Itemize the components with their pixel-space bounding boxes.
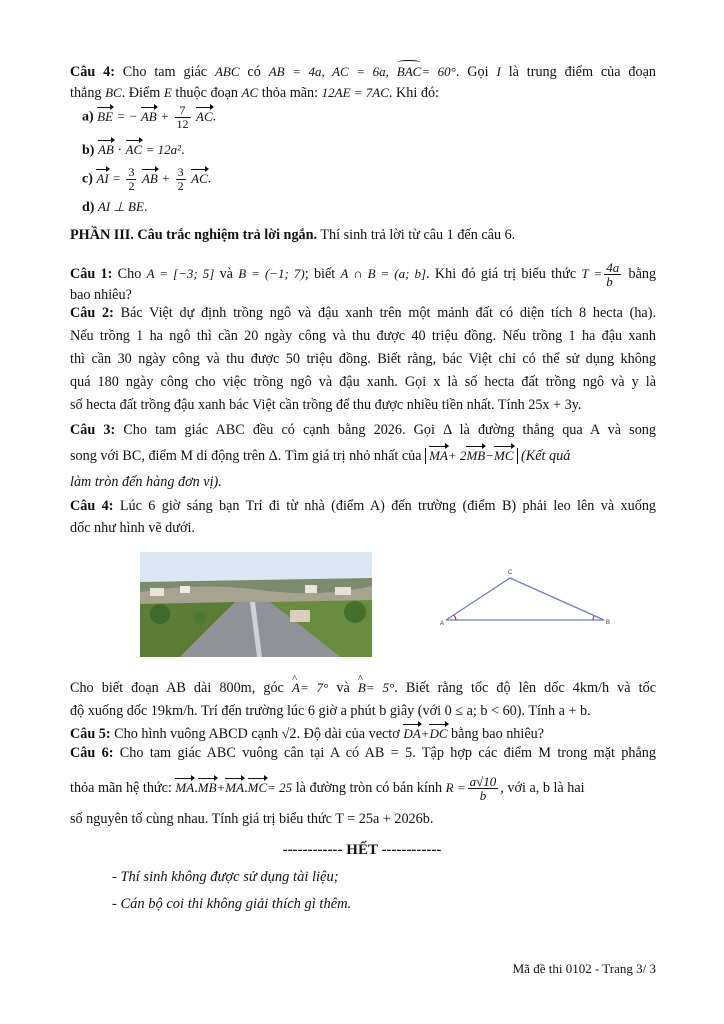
- p2-q4-option-c: c) AI = $\frac{3}{2}$ AB + $\frac{3}{2}$ AC.: [82, 165, 212, 193]
- q4-line1: Câu 4: Lúc 6 giờ sáng bạn Trí đi từ nhà (điểm A) đến trường (điểm B) phải leo lên và xuống: [70, 498, 657, 514]
- p2-q4-option-d: d) AI ⊥ BE.: [82, 199, 148, 215]
- q2-line3: thì cần 30 ngày công và thu được 50 triệu đồng. Biết rằng, bác Việt chỉ có thể sử dụng không: [70, 351, 656, 367]
- q2-line5: số hecta đất trồng đậu xanh bác Việt cần trồng để thu được nhiều tiền nhất. Tính 25x + 3y.: [70, 397, 582, 413]
- p2-q4-option-a: a) BE = − AB + $\frac{7}{12}$ AC.: [82, 103, 217, 131]
- q6-line2: thỏa mãn hệ thức: MA.MB+MA.MC= 25 là đường tròn có bán kính R = $\frac{a√10}{b}$ , với a, b là hai: [70, 774, 585, 803]
- end-mark: ------------ HẾT ------------: [282, 842, 442, 858]
- q6-line1: Câu 6: Cho tam giác ABC vuông cân tại A có AB = 5. Tập hợp các điểm M trong mặt phẳng: [70, 745, 656, 761]
- p2-q4-option-b: b) AB · AC = 12a².: [82, 142, 185, 158]
- q1-line1: Câu 1: Cho A = [−3; 5] và B = (−1; 7); biết A ∩ B = (a; b]. Khi đó giá trị biểu thức T = $\frac{4a}{b}$ bằng: [70, 260, 657, 289]
- q3-line2: song với BC, điểm M di động trên Δ. Tìm giá trị nhỏ nhất của MA+ 2MB−MC (Kết quả: [70, 448, 571, 464]
- fig-label-b: B: [606, 620, 611, 626]
- q4-line3: Cho biết đoạn AB dài 800m, góc ^ A= 7° và ^ B= 5°. Biết rằng tốc độ lên dốc 4km/h và tốc: [70, 679, 656, 697]
- page-footer: Mã đề thi 0102 - Trang 3/ 3: [512, 961, 656, 976]
- q2-line1: Câu 2: Bác Việt dự định trồng ngô và đậu xanh trên một mảnh đất có diện tích 8 hecta (ha).: [70, 305, 657, 321]
- q5-line: Câu 5: Cho hình vuông ABCD cạnh √2. Độ dài của vectơ DA+DC bằng bao nhiêu?: [70, 726, 545, 742]
- q2-line2: Nếu trồng 1 ha ngô thì cần 20 ngày công và thu được 40 triệu đồng. Nếu trồng 1 ha đậu xanh: [70, 328, 656, 344]
- p2-q4-line1: Câu 4: Cho tam giác ABC có AB = 4a, AC = 6a, BAC= 60°. Gọi I là trung điểm của đoạn: [70, 64, 656, 80]
- note-1: - Thí sinh không được sử dụng tài liệu;: [112, 869, 339, 885]
- q4-line2: dốc như hình vẽ dưới.: [70, 520, 195, 536]
- q6-line3: số nguyên tố cùng nhau. Tính giá trị biểu thức T = 25a + 2026b.: [70, 811, 434, 827]
- angle-bac: BAC: [396, 64, 422, 79]
- p2-q4-line2: thẳng BC. Điểm E thuộc đoạn AC thỏa mãn: 12AE = 7AC. Khi đó:: [70, 85, 439, 101]
- q4-line4: độ xuống dốc 19km/h. Trí đến trường lúc 6 giờ a phút b giây (với 0 ≤ a; b < 60). Tính a + b.: [70, 703, 591, 719]
- q1-line2: bao nhiêu?: [70, 287, 132, 303]
- note-2: - Cán bộ coi thi không giải thích gì thêm.: [112, 896, 352, 912]
- fig-label-c: C: [508, 570, 513, 576]
- q2-line4: quá 180 ngày công cho việc trồng ngô và đậu xanh. Gọi x là số hecta đất trồng ngô và y là: [70, 374, 656, 390]
- part3-header: PHẦN III. Câu trắc nghiệm trả lời ngắn. Thí sinh trả lời từ câu 1 đến câu 6.: [70, 227, 516, 243]
- q3-line1: Câu 3: Cho tam giác ABC đều có cạnh bằng 2026. Gọi Δ là đường thẳng qua A và song: [70, 422, 656, 438]
- fig-label-a: A: [440, 621, 445, 627]
- q3-line3: làm tròn đến hàng đơn vị).: [70, 474, 222, 490]
- triangle-abc-figure: [440, 562, 620, 632]
- steep-street-photo: [140, 552, 372, 657]
